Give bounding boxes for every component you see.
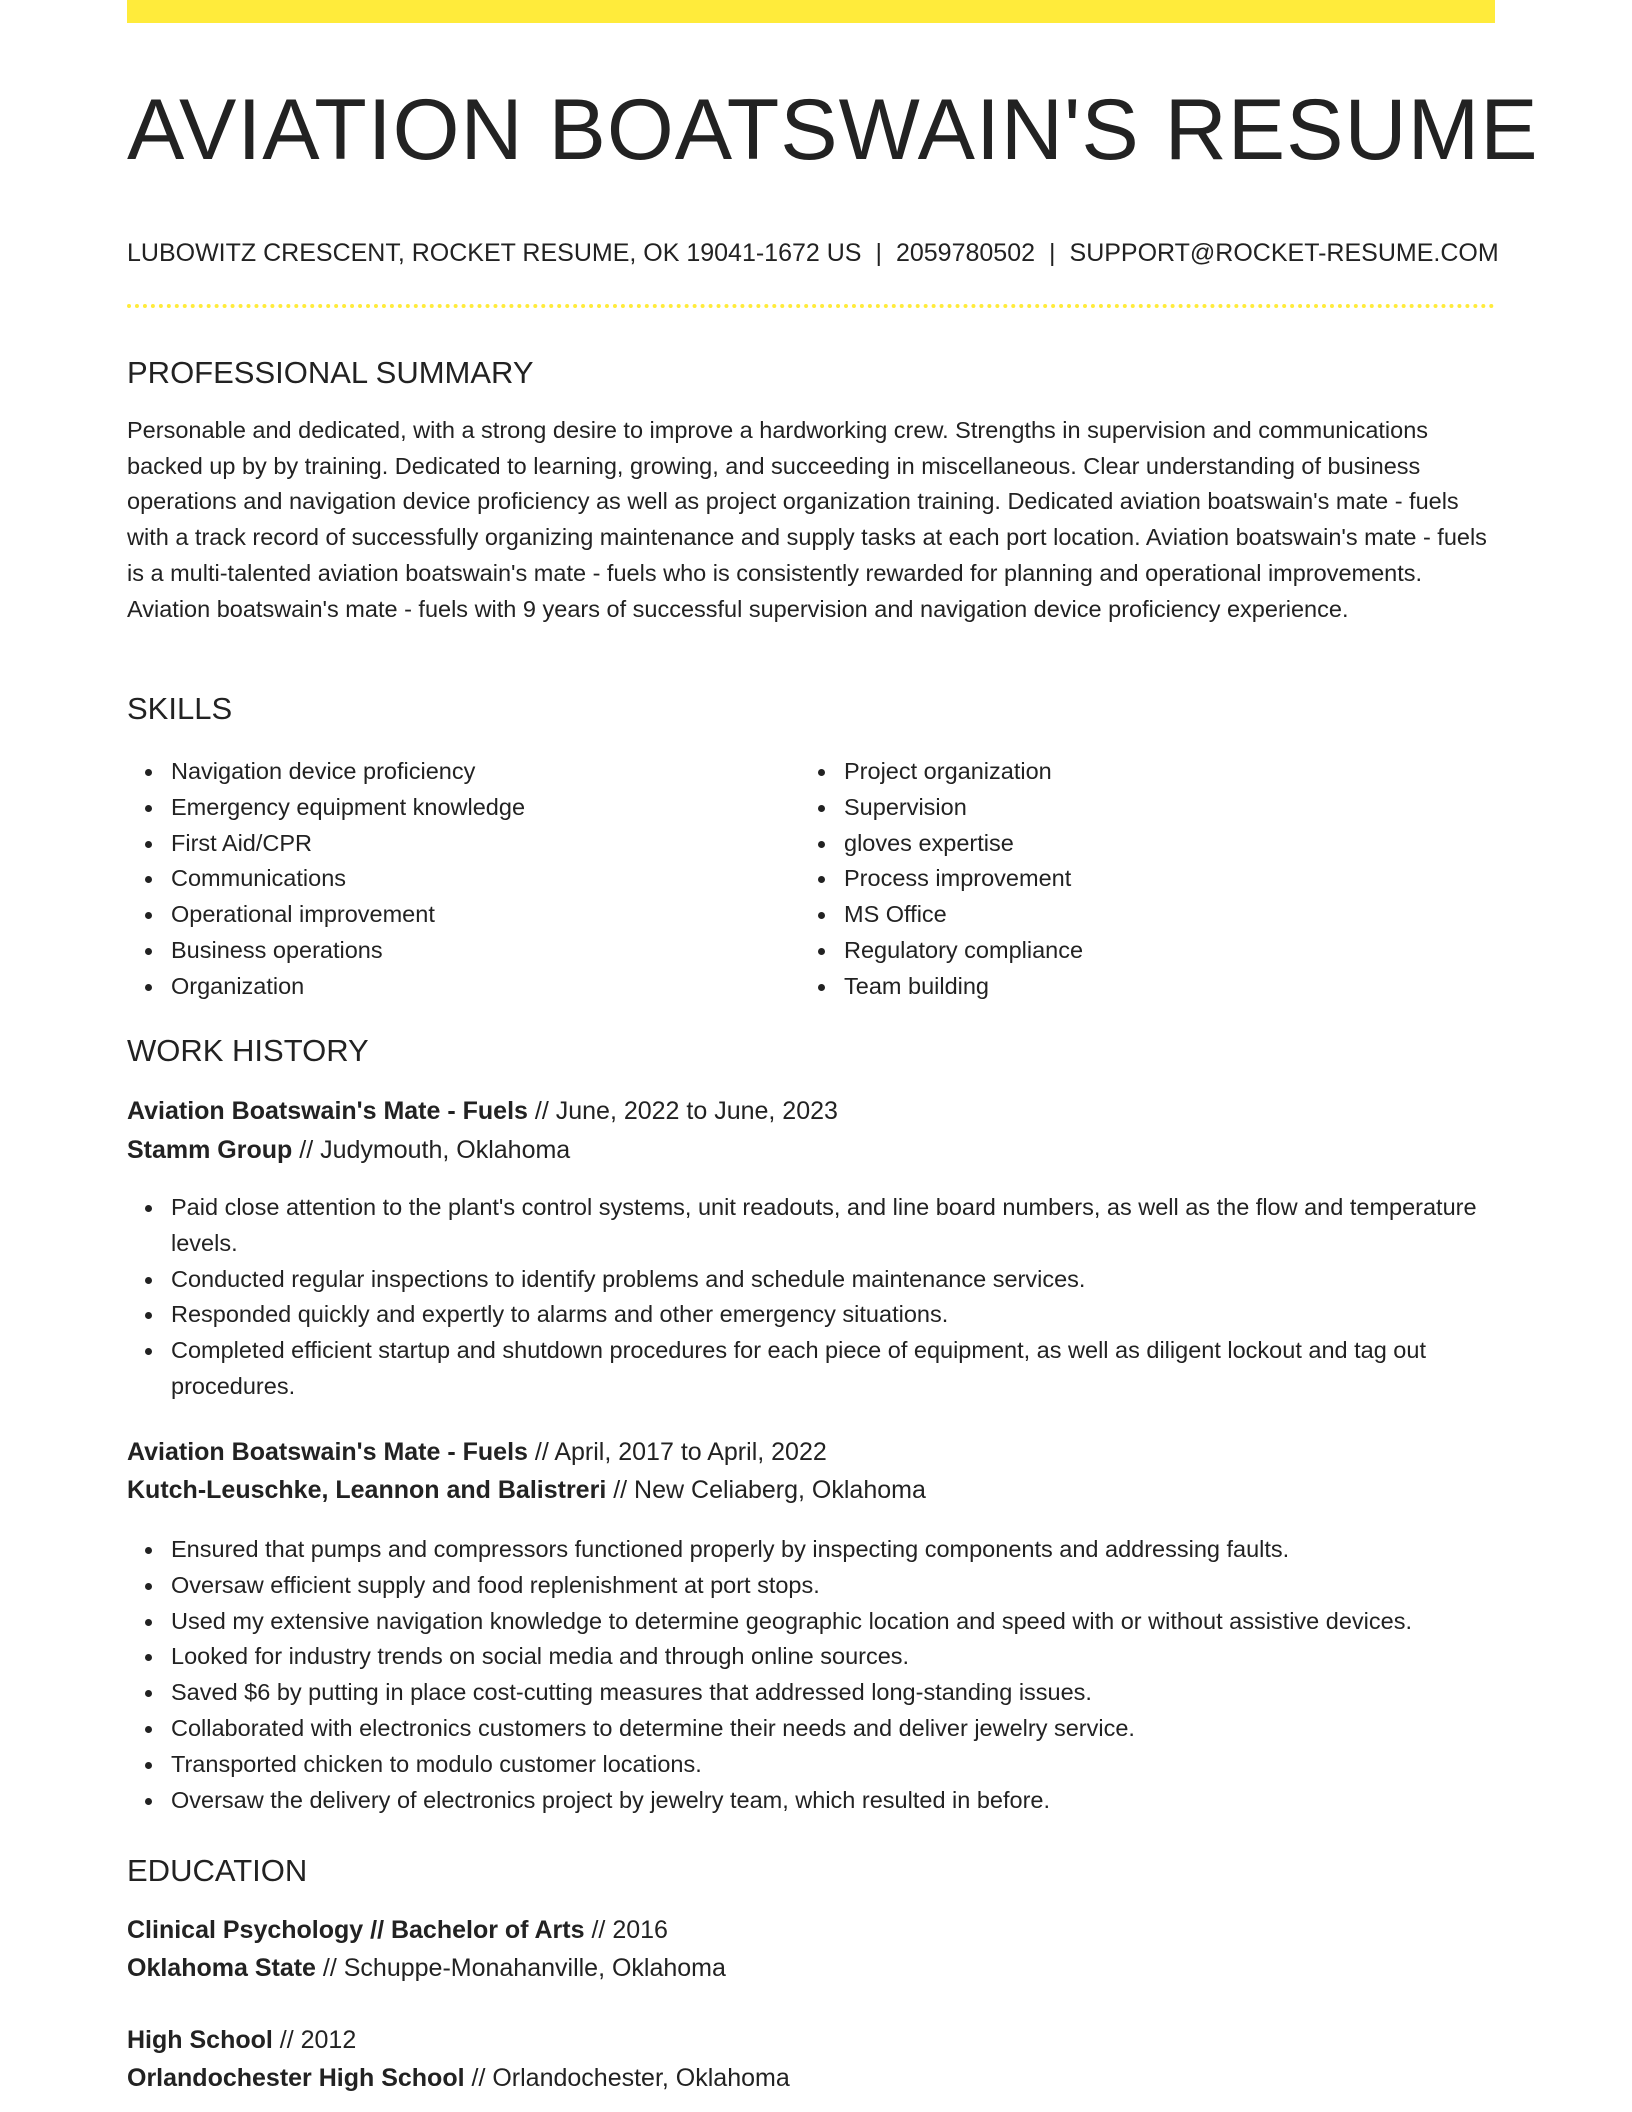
skill-item: Operational improvement: [171, 897, 525, 933]
skill-item: Organization: [171, 969, 525, 1005]
skill-item: Team building: [844, 969, 1083, 1005]
contact-phone: 2059780502: [895, 239, 1036, 267]
skill-item: First Aid/CPR: [171, 826, 525, 862]
skill-item: Business operations: [171, 933, 525, 969]
skill-item: Project organization: [844, 754, 1083, 790]
job-bullet: Used my extensive navigation knowledge to determine geographic location and speed with or without assistive devices.: [171, 1604, 1495, 1640]
job-bullet: Oversaw efficient supply and food replenishment at port stops.: [171, 1568, 1495, 1604]
skill-item: Navigation device proficiency: [171, 754, 525, 790]
job-company-line: [127, 1471, 926, 1509]
skills-heading: SKILLS: [127, 691, 233, 726]
contact-separator: |: [1049, 239, 1056, 267]
job-title: Aviation Boatswain's Mate - Fuels: [127, 1097, 528, 1125]
education-location: // Orlandochester, Oklahoma: [471, 2064, 790, 2092]
job-location: // New Celiaberg, Oklahoma: [613, 1476, 926, 1504]
skill-item: Supervision: [844, 790, 1083, 826]
skills-column-right: [800, 754, 1083, 1005]
contact-separator: |: [875, 239, 882, 267]
contact-address: LUBOWITZ CRESCENT, ROCKET RESUME, OK 19041-1672 US: [127, 239, 862, 267]
education-degree-line: [127, 1911, 668, 1949]
job-title-line: [127, 1433, 827, 1471]
job-bullet: Paid close attention to the plant's control systems, unit readouts, and line board numbers, as well as the flow and temperature levels.: [171, 1190, 1495, 1262]
education-heading: EDUCATION: [127, 1853, 308, 1888]
skill-item: Process improvement: [844, 861, 1083, 897]
top-accent-bar: [127, 0, 1495, 23]
job-title-line: [127, 1092, 838, 1130]
job-company: Kutch-Leuschke, Leannon and Balistreri: [127, 1476, 607, 1504]
education-year: // 2016: [591, 1916, 668, 1944]
job-bullets: [127, 1532, 1495, 1818]
job-bullet: Transported chicken to modulo customer locations.: [171, 1747, 1495, 1783]
education-school: Oklahoma State: [127, 1954, 316, 1982]
job-company: Stamm Group: [127, 1136, 293, 1164]
skill-item: Communications: [171, 861, 525, 897]
summary-heading: PROFESSIONAL SUMMARY: [127, 355, 534, 390]
skills-column-left: [127, 754, 525, 1005]
job-bullet: Ensured that pumps and compressors functioned properly by inspecting components and addressing faults.: [171, 1532, 1495, 1568]
skill-item: gloves expertise: [844, 826, 1083, 862]
job-company-line: [127, 1131, 570, 1169]
job-bullet: Saved $6 by putting in place cost-cutting measures that addressed long-standing issues.: [171, 1675, 1495, 1711]
education-school: Orlandochester High School: [127, 2064, 465, 2092]
job-bullet: Looked for industry trends on social media and through online sources.: [171, 1639, 1495, 1675]
education-degree: Clinical Psychology // Bachelor of Arts: [127, 1916, 585, 1944]
education-location: // Schuppe-Monahanville, Oklahoma: [322, 1954, 726, 1982]
education-school-line: [127, 1949, 726, 1987]
education-degree-line: [127, 2021, 356, 2059]
job-location: // Judymouth, Oklahoma: [299, 1136, 571, 1164]
job-dates: // April, 2017 to April, 2022: [534, 1438, 827, 1466]
summary-text: Personable and dedicated, with a strong desire to improve a hardworking crew. Strengths in supervision and communications backed up by by training. Dedicated to learning, growing, and succeeding in miscellaneous. Clear understanding of business operations and navigation device proficiency as well as project organization training. Dedicated aviation boatswain's mate - fuels with a track record of successfully organizing maintenance and supply tasks at each port location. Aviation boatswain's mate - fuels is a multi-talented aviation boatswain's mate - fuels who is consistently rewarded for planning and operational improvements. Aviation boatswain's mate - fuels with 9 years of successful supervision and navigation device proficiency experience.: [127, 417, 1487, 622]
contact-line: [127, 238, 1499, 268]
education-year: // 2012: [279, 2026, 357, 2054]
work-history-heading: WORK HISTORY: [127, 1033, 369, 1068]
job-bullets: [127, 1190, 1495, 1405]
job-dates: // June, 2022 to June, 2023: [534, 1097, 838, 1125]
job-bullet: Responded quickly and expertly to alarms and other emergency situations.: [171, 1297, 1495, 1333]
skill-item: MS Office: [844, 897, 1083, 933]
resume-title: AVIATION BOATSWAIN'S RESUME: [127, 82, 1539, 178]
job-bullet: Conducted regular inspections to identify problems and schedule maintenance services.: [171, 1262, 1495, 1298]
skill-item: Emergency equipment knowledge: [171, 790, 525, 826]
header-divider: [127, 304, 1495, 308]
job-title: Aviation Boatswain's Mate - Fuels: [127, 1438, 528, 1466]
contact-email: SUPPORT@ROCKET-RESUME.COM: [1069, 239, 1499, 267]
education-school-line: [127, 2059, 790, 2097]
education-degree: High School: [127, 2026, 273, 2054]
job-bullet: Collaborated with electronics customers to determine their needs and deliver jewelry service.: [171, 1711, 1495, 1747]
skill-item: Regulatory compliance: [844, 933, 1083, 969]
job-bullet: Completed efficient startup and shutdown procedures for each piece of equipment, as well as diligent lockout and tag out procedures.: [171, 1333, 1495, 1405]
job-bullet: Oversaw the delivery of electronics project by jewelry team, which resulted in before.: [171, 1783, 1495, 1819]
